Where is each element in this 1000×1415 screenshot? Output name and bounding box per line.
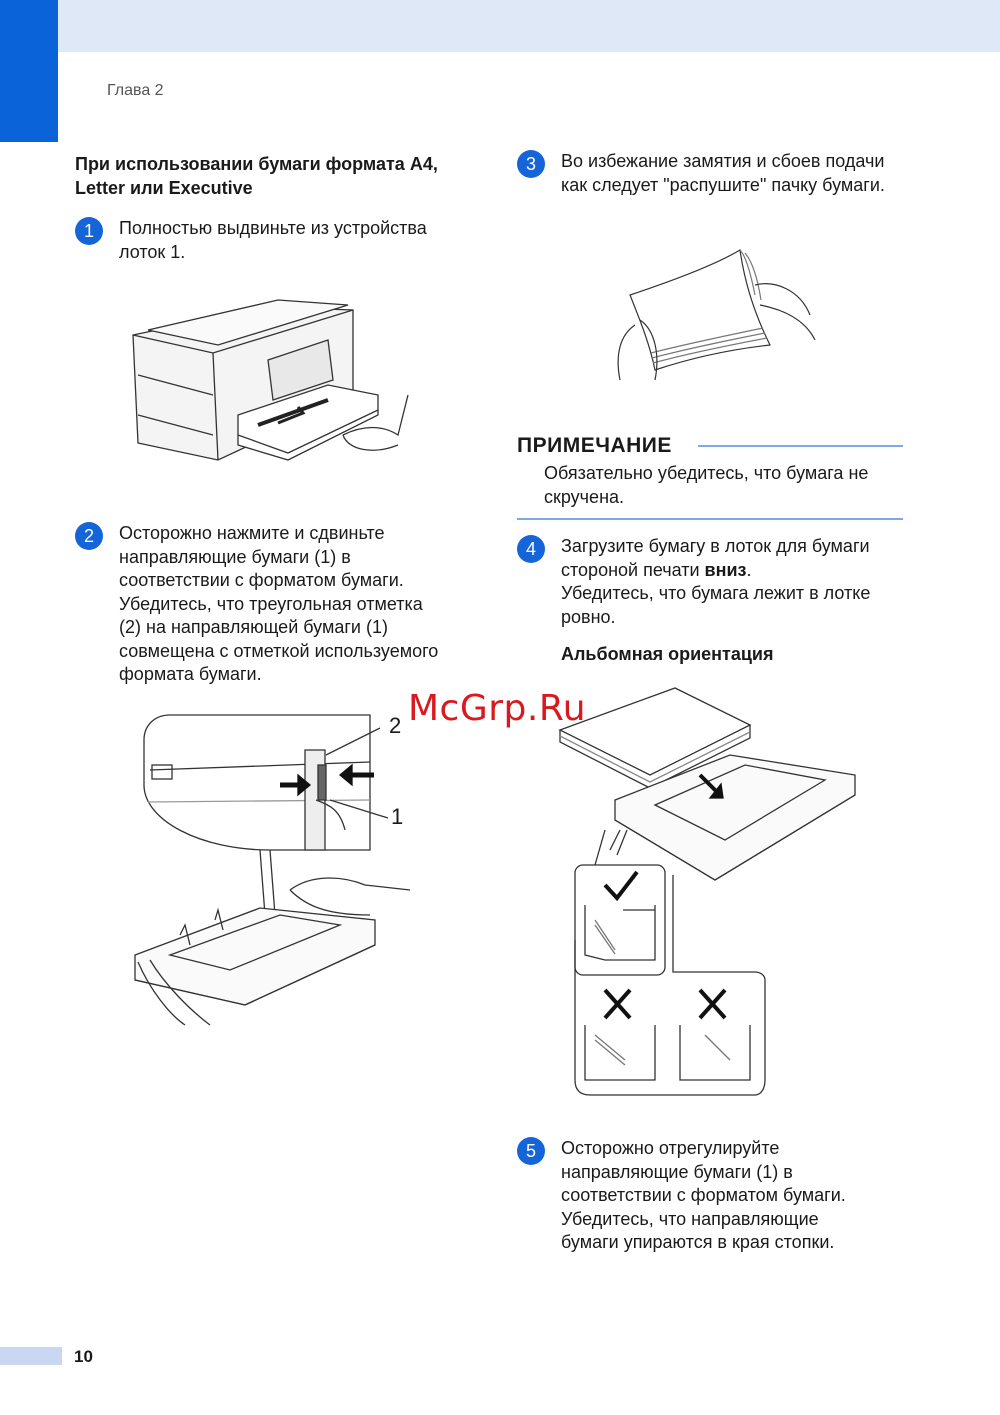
printer-tray-illustration: [128, 285, 413, 485]
note-title: ПРИМЕЧАНИЕ: [517, 434, 672, 457]
step-number: 4: [517, 535, 545, 563]
loading-paper-illustration: [555, 680, 860, 1100]
step-text: Полностью выдвиньте из устройства лоток 1.: [119, 218, 427, 262]
callout-1: 1: [391, 804, 404, 829]
step-text: Осторожно отрегулируйте направляющие бумаги (1) в соответствии с форматом бумаги. Убедитесь, что направляющие бумаги упираются в края стопки.: [561, 1138, 846, 1252]
note-rule: [698, 445, 903, 447]
page-number: 10: [74, 1347, 93, 1366]
landscape-orientation-label: Альбомная ориентация: [561, 644, 774, 664]
step-number: 2: [75, 522, 103, 550]
chapter-tab: [0, 0, 58, 142]
note-bottom-rule: [517, 518, 903, 520]
step-number: 5: [517, 1137, 545, 1165]
fanning-paper-illustration: [605, 245, 820, 385]
step-text-line2: Убедитесь, что бумага лежит в лотке ровно.: [561, 583, 871, 627]
header-band: [0, 0, 1000, 52]
watermark: McGrp.Ru: [408, 688, 587, 729]
section-heading: При использовании бумаги формата A4, Letter или Executive: [75, 154, 438, 198]
step-text: Осторожно нажмите и сдвиньте направляющие бумаги (1) в соответствии с форматом бумаги. Убедитесь, что треугольная отметка (2) на направляющей бумаги (1) совмещена с отметкой используемого формата бумаги.: [119, 523, 439, 684]
callout-2: 2: [389, 713, 402, 738]
step-text-part: Загрузите бумагу в лоток для бумаги стороной печати: [561, 536, 870, 580]
chapter-label: Глава 2: [107, 82, 164, 99]
step-number: 1: [75, 217, 103, 245]
footer-band: [0, 1347, 62, 1365]
step-number: 3: [517, 150, 545, 178]
step-text-bold: вниз: [704, 559, 747, 580]
paper-guide-illustration: [130, 710, 415, 1035]
note-text: Обязательно убедитесь, что бумага не скручена.: [544, 463, 869, 507]
step-text: Во избежание замятия и сбоев подачи как следует "распушите" пачку бумаги.: [561, 151, 885, 195]
step-text-part: .: [746, 559, 752, 580]
step-text: [561, 535, 906, 629]
